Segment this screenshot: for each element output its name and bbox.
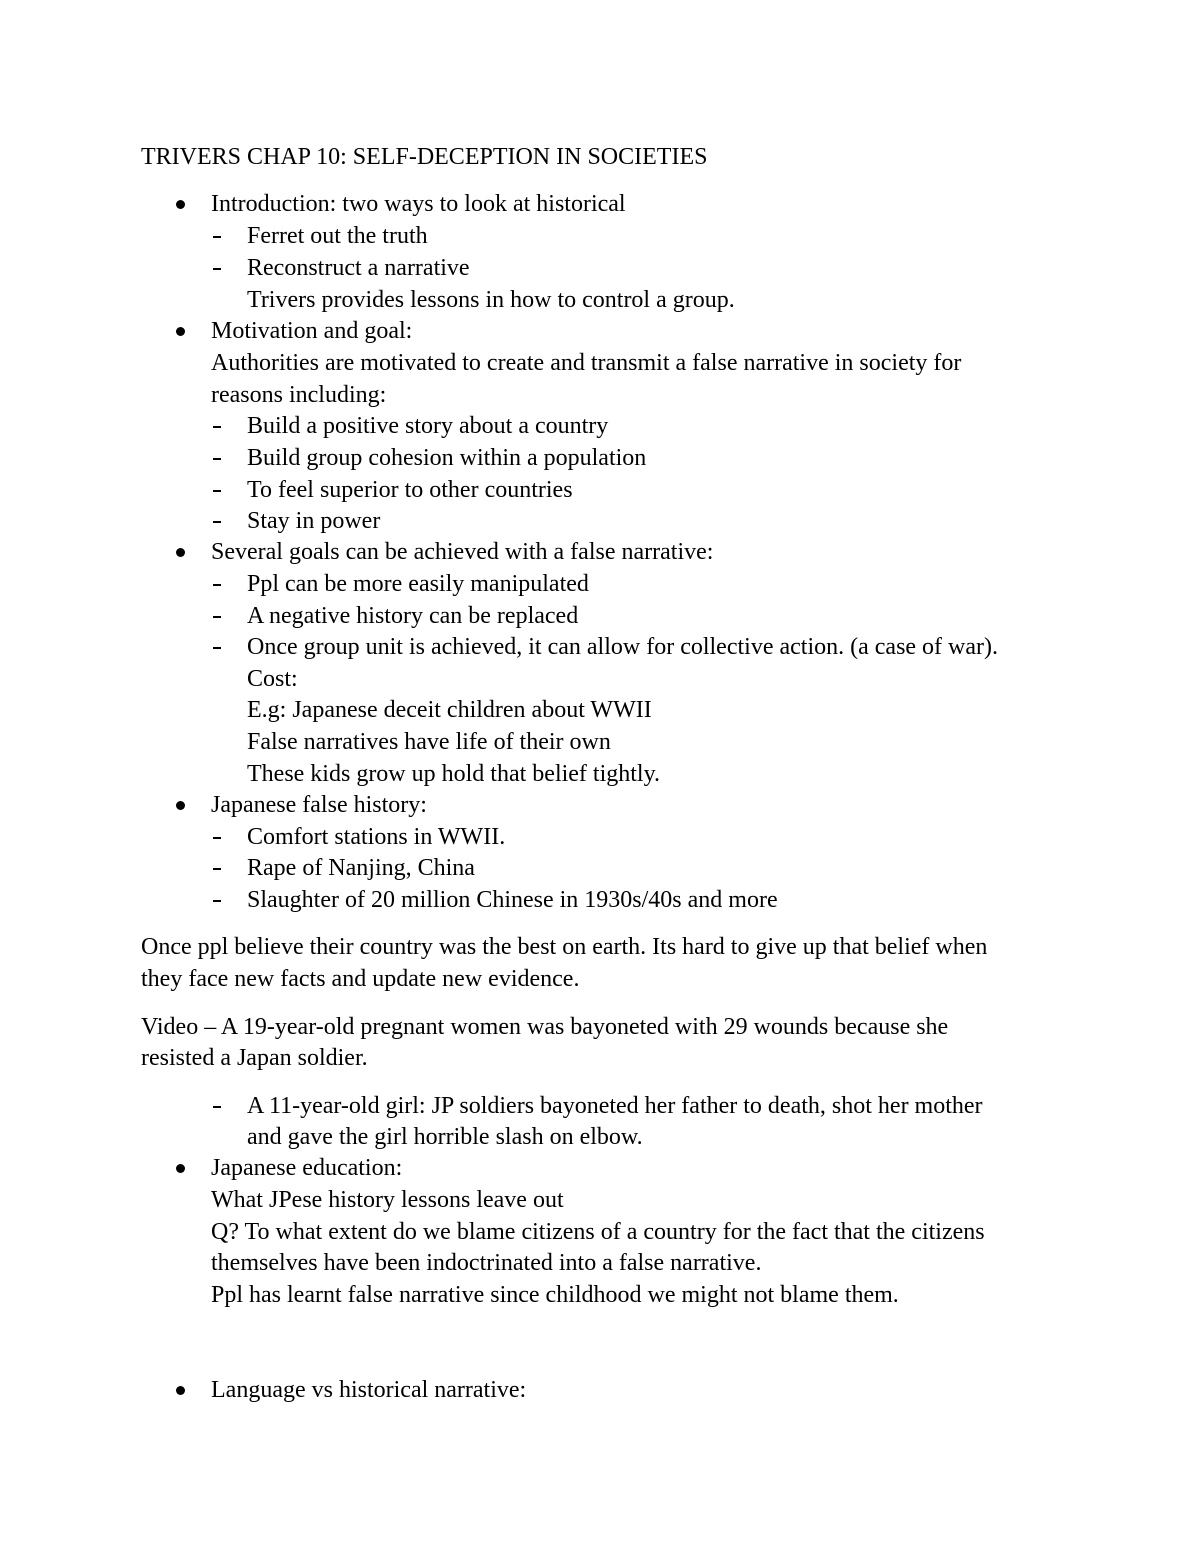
list-item: Build group cohesion within a population <box>247 445 647 471</box>
list-item: and gave the girl horrible slash on elbow. <box>247 1124 643 1150</box>
list-item: Ppl can be more easily manipulated <box>247 571 589 597</box>
motivation-paragraph: Authorities are motivated to create and transmit a false narrative in society for <box>211 350 962 376</box>
bullet-icon <box>176 1386 185 1395</box>
bullet-icon <box>176 548 185 557</box>
goals-note: False narratives have life of their own <box>247 729 611 755</box>
intro-heading: Introduction: two ways to look at historical <box>211 191 626 217</box>
dash-icon <box>213 268 221 270</box>
bullet-icon <box>176 327 185 336</box>
education-line: Q? To what extent do we blame citizens of a country for the fact that the citizens <box>211 1219 985 1245</box>
list-item: Rape of Nanjing, China <box>247 855 475 881</box>
bullet-icon <box>176 200 185 209</box>
dash-icon <box>213 1106 221 1108</box>
bullet-icon <box>176 1164 185 1173</box>
dash-icon <box>213 868 221 870</box>
body-paragraph: Once ppl believe their country was the best on earth. Its hard to give up that belief when <box>141 934 988 960</box>
list-item: Reconstruct a narrative <box>247 255 470 281</box>
dash-icon <box>213 426 221 428</box>
list-item: Once group unit is achieved, it can allow for collective action. (a case of war). <box>247 634 999 660</box>
body-paragraph: they face new facts and update new evidence. <box>141 966 580 992</box>
dash-icon <box>213 236 221 238</box>
video-paragraph: resisted a Japan soldier. <box>141 1045 368 1071</box>
list-item: Build a positive story about a country <box>247 413 609 439</box>
dash-icon <box>213 616 221 618</box>
dash-icon <box>213 490 221 492</box>
education-line: What JPese history lessons leave out <box>211 1187 564 1213</box>
dash-icon <box>213 837 221 839</box>
education-heading: Japanese education: <box>211 1155 403 1181</box>
goals-note: E.g: Japanese deceit children about WWII <box>247 697 652 723</box>
goals-heading: Several goals can be achieved with a false narrative: <box>211 539 714 565</box>
motivation-heading: Motivation and goal: <box>211 318 413 344</box>
dash-icon <box>213 900 221 902</box>
video-paragraph: Video – A 19-year-old pregnant women was bayoneted with 29 wounds because she <box>141 1014 949 1040</box>
education-line: Ppl has learnt false narrative since childhood we might not blame them. <box>211 1282 899 1308</box>
language-heading: Language vs historical narrative: <box>211 1377 527 1403</box>
list-item: To feel superior to other countries <box>247 477 573 503</box>
document-title: TRIVERS CHAP 10: SELF-DECEPTION IN SOCIETIES <box>141 144 708 170</box>
goals-note: These kids grow up hold that belief tightly. <box>247 761 661 787</box>
bullet-icon <box>176 801 185 810</box>
dash-icon <box>213 584 221 586</box>
list-item: A negative history can be replaced <box>247 603 579 629</box>
dash-icon <box>213 458 221 460</box>
japan-history-heading: Japanese false history: <box>211 792 427 818</box>
dash-icon <box>213 647 221 649</box>
intro-note: Trivers provides lessons in how to control a group. <box>247 287 735 313</box>
list-item: Comfort stations in WWII. <box>247 824 506 850</box>
education-line: themselves have been indoctrinated into a false narrative. <box>211 1250 762 1276</box>
motivation-paragraph: reasons including: <box>211 382 387 408</box>
list-item: Ferret out the truth <box>247 223 428 249</box>
list-item: Slaughter of 20 million Chinese in 1930s/40s and more <box>247 887 778 913</box>
goals-note: Cost: <box>247 666 298 692</box>
dash-icon <box>213 521 221 523</box>
list-item: Stay in power <box>247 508 381 534</box>
list-item: A 11-year-old girl: JP soldiers bayoneted her father to death, shot her mother <box>247 1093 983 1119</box>
